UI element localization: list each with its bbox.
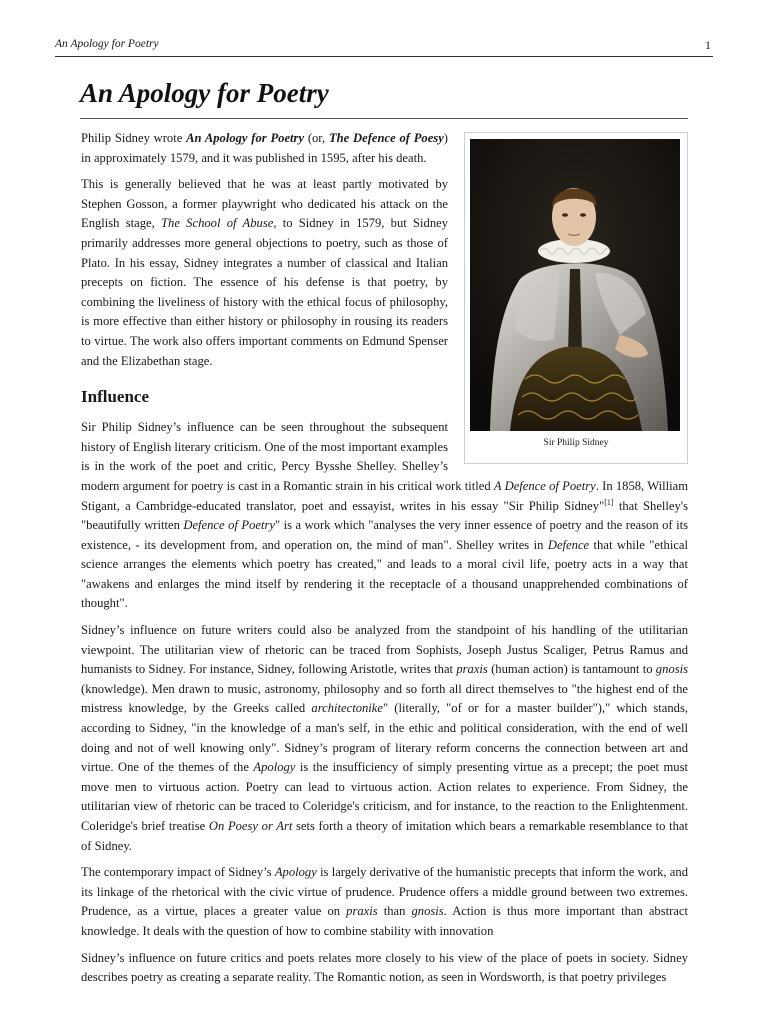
work-title-apology: An Apology for Poetry [186,131,305,145]
citation-ref[interactable] [604,497,613,506]
influence-paragraph-4: Sidney’s influence on future critics and poets relates more closely to his view of the place of poets in society. Sidney describes poetry as creating a separate reality. The Romantic notion, as seen in Wordsworth, is that poetry privileges [81,950,688,985]
work-title-school-of-abuse: The School of Abuse [161,216,274,231]
title-divider [80,118,688,119]
portrait-figure[interactable] [464,132,688,464]
intro-paragraph-1: Philip Sidney wrote An Apology for Poetry (or, The Defence of Poesy) in approximately 1579, and it was published in 1595, after his death. [81,131,448,165]
section-heading-influence: Influence [81,387,149,407]
article-body [81,129,688,995]
portrait-image[interactable] [470,139,680,431]
influence-paragraph-2: Sidney’s influence on future writers could also be analyzed from the standpoint of his handling of the utilitarian viewpoint. The utilitarian view of rhetoric can be traced from Sophists, Joseph Justus Scaliger, Petrus Ramus and humanists to Sidney. For instance, Sidney, following Aristotle, writes that praxis (human action) is tantamount to gnosis (knowledge). Men drawn to music, astronomy, philosophy and so forth all direct themselves to "the highest end of the mistress knowledge, by the Greeks called architectonike" (literally, "of or for a master builder")," which stands, according to Sidney, "in the knowledge of a man's self, in the ethic and political consideration, with the end of well doing and not of well knowing only". Sidney’s program of literary reform concerns the connection between art and virtue. One of the themes of the Apology is the insufficiency of simply presenting virtue as a precept; the poet must move men to virtuous action. Poetry can lead to virtuous action. Action relates to experience. From Sidney, the utilitarian view of rhetoric can be traced to Coleridge's criticism, and for instance, to the reaction to the Enlightenment. Coleridge's brief treatise On Poesy or Art sets forth a theory of imitation which bears a remarkable resemblance to that of Sidney. [81,623,688,853]
citation-link[interactable]: [1] [604,497,614,507]
influence-paragraph-3: The contemporary impact of Sidney’s Apology is largely derivative of the humanistic precepts that inform the work, and its linkage of the rhetorical with the civic virtue of prudence. Prudence offers a middle ground between two extremes. Prudence, as a virtue, places a greater value on praxis than gnosis. Action is thus more important than abstract knowledge. It deals with the question of how to combine stability with innovation [81,865,688,938]
running-header [55,38,713,57]
page-title: An Apology for Poetry [80,78,329,108]
intro-paragraph-2: This is generally believed that he was at least partly motivated by Stephen Gosson, a former playwright who dedicated his attack on the English stage, The School of Abuse, to Sidney in 1579, but Sidney primarily addresses more general objections to poetry, such as those of Plato. In his essay, Sidney integrates a number of classical and Italian precepts on fiction. The essence of his defense is that poetry, by combining the liveliness of history with the ethical focus of philosophy, is more effective than either history or philosophy in rousing its readers to virtue. The work also offers important comments on Edmund Spenser and the Elizabethan stage. [81,177,449,368]
running-title: An Apology for Poetry [55,38,159,50]
figure-caption: Sir Philip Sidney [543,438,609,448]
portrait-illustration [470,139,680,431]
influence-paragraph-1: Sir Philip Sidney’s influence can be seen throughout the subsequent history of English literary criticism. One of the most important examples is in the work of the poet and critic, Percy Bysshe Shelley. Shelley’s modern argument for poetry is cast in a Romantic strain in his critical work titled A Defence of Poetry. In 1858, William Stigant, a Cambridge-educated translator, poet and essayist, writes in his essay "Sir Philip Sidney"[1] that Shelley's "beautifully written Defence of Poetry" is a work which "analyses the very inner essence of poetry and the reason of its existence, - its development from, and operation on, the mind of man". Shelley writes in Defence that while "ethical science arranges the elements which poetry has created," and leads to a moral civil life, poetry acts in a way that "awakens and enlarges the mind itself by rendering it the receptacle of a thousand unapprehended combinations of thought". [81,420,689,611]
work-title-defence: The Defence of Poesy [328,131,444,145]
page-number: 1 [705,38,711,52]
